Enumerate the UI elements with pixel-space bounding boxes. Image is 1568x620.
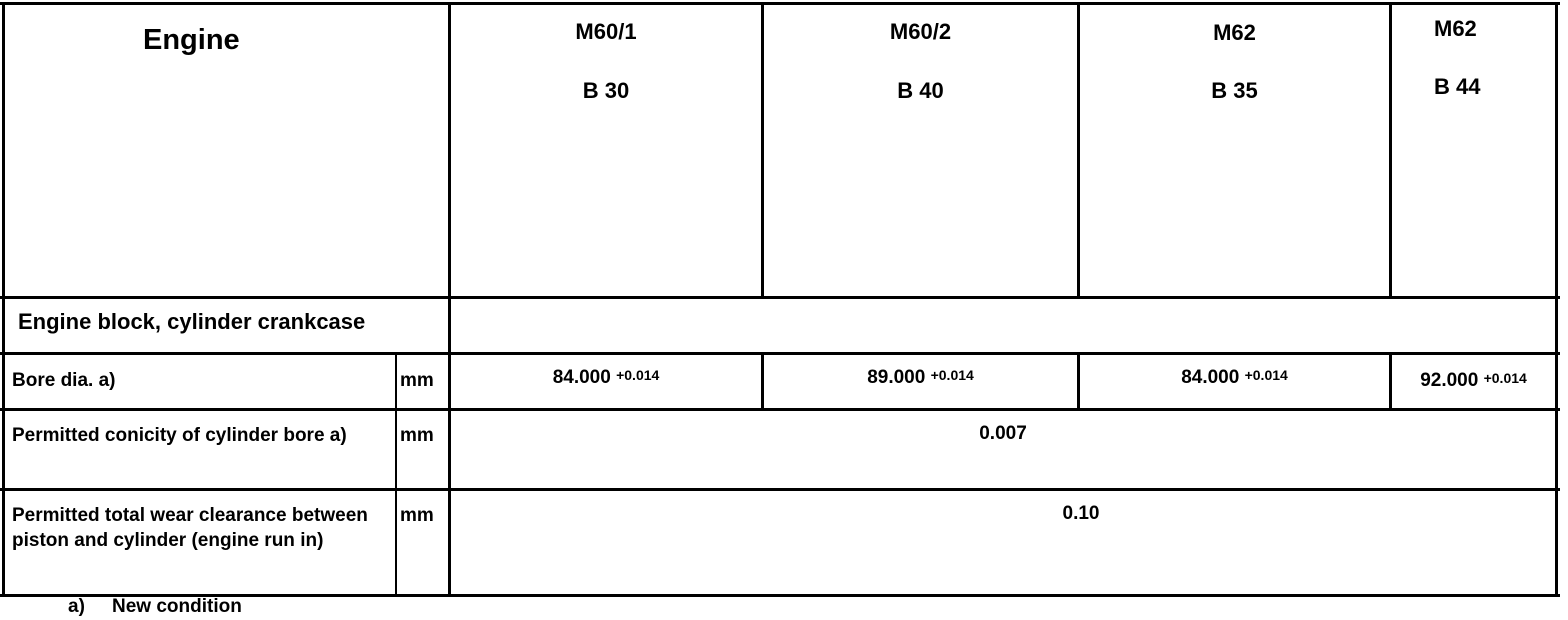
engine-2-variant: B 40	[897, 78, 944, 103]
row-label-wear-clearance: Permitted total wear clearance between piston and cylinder (engine run in)	[12, 505, 368, 551]
wear-clearance-value: 0.10	[1062, 503, 1100, 524]
engine-column-divider-2	[1077, 2, 1080, 298]
footnote-text: New condition	[112, 596, 242, 617]
bore-tolerance-engine-1: +0.014	[616, 367, 660, 383]
bore-base-engine-4: 92.000	[1420, 370, 1479, 391]
bore-base-engine-1: 84.000	[552, 367, 611, 388]
table-border-left	[2, 2, 5, 597]
header-bottom-line	[0, 296, 1560, 299]
row-label-bore-dia: Bore dia. a)	[12, 370, 116, 391]
bore-value-engine-3	[1080, 367, 1389, 389]
unit-column-divider	[395, 352, 397, 597]
table-border-top	[0, 2, 1560, 5]
section-title: Engine block, cylinder crankcase	[18, 309, 366, 334]
engine-4-variant: B 44	[1434, 74, 1481, 99]
bore-tolerance-engine-3: +0.014	[1244, 367, 1288, 383]
engine-2-model: M60/2	[889, 19, 952, 44]
bore-base-engine-2: 89.000	[867, 367, 926, 388]
bore-value-engine-1	[451, 367, 761, 389]
row2-bottom-line	[0, 488, 1560, 491]
engine-3-variant: B 35	[1211, 78, 1258, 103]
engine-1-model: M60/1	[575, 19, 637, 44]
engine-column-divider-3	[1389, 2, 1392, 298]
engine-1-variant: B 30	[582, 78, 630, 103]
bore-value-engine-4	[1392, 370, 1555, 392]
row1-bottom-line	[0, 408, 1560, 411]
row-label-conicity: Permitted conicity of cylinder bore a)	[12, 425, 347, 446]
conicity-value: 0.007	[979, 423, 1027, 444]
section-bottom-line	[0, 352, 1560, 355]
bore-tolerance-engine-2: +0.014	[930, 367, 974, 383]
row-unit-conicity: mm	[400, 425, 434, 446]
engine-3-model: M62	[1213, 20, 1256, 45]
bore-base-engine-3: 84.000	[1181, 367, 1240, 388]
engine-4-model: M62	[1434, 16, 1477, 41]
engine-column-divider-1	[761, 2, 764, 298]
footnote-marker: a)	[68, 596, 85, 617]
bore-tolerance-engine-4: +0.014	[1483, 370, 1527, 386]
row-unit-bore-dia: mm	[400, 370, 434, 391]
bore-value-engine-2	[764, 367, 1077, 389]
row-unit-wear-clearance: mm	[400, 505, 434, 526]
engine-header-label: Engine	[143, 24, 240, 56]
